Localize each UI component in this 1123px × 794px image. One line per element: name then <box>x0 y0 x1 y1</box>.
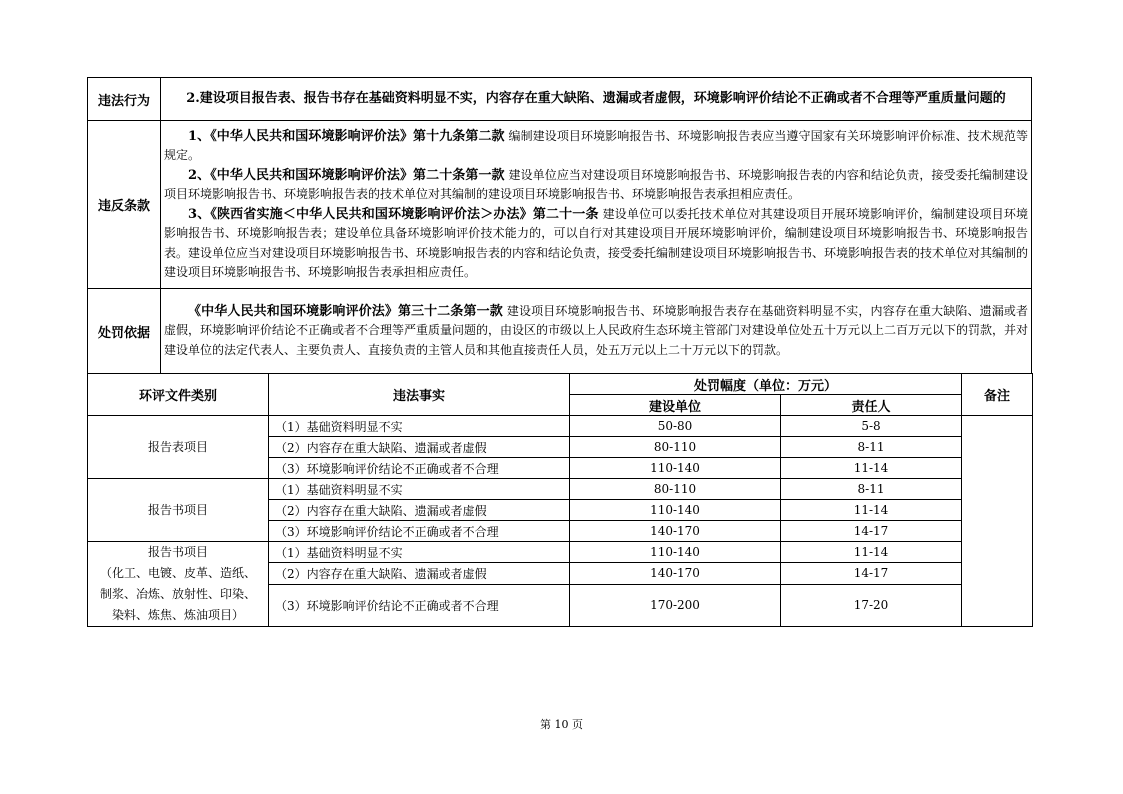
unit-range-cell: 110-140 <box>570 542 781 563</box>
header-facts: 违法事实 <box>269 374 570 416</box>
unit-range-cell: 110-140 <box>570 500 781 521</box>
fact-cell: （3）环境影响评价结论不正确或者不合理 <box>269 458 570 479</box>
person-range-cell: 5-8 <box>781 416 962 437</box>
person-range-cell: 11-14 <box>781 542 962 563</box>
remarks-cell <box>962 416 1033 627</box>
table-row <box>88 542 1033 563</box>
clauses-cell <box>161 121 1032 289</box>
unit-range-cell: 80-110 <box>570 479 781 500</box>
penalty-range-table <box>87 373 1033 627</box>
category-cell: 报告书项目 （化工、电镀、皮革、造纸、 制浆、冶炼、放射性、印染、 染料、炼焦、炼油项目） <box>88 542 269 627</box>
unit-range-cell: 110-140 <box>570 458 781 479</box>
fact-cell: （2）内容存在重大缺陷、遗漏或者虚假 <box>269 563 570 584</box>
violation-info-table <box>87 77 1032 374</box>
person-range-cell: 17-20 <box>781 584 962 627</box>
table-row <box>88 416 1033 437</box>
fact-cell: （1）基础资料明显不实 <box>269 416 570 437</box>
page-number: 第 10 页 <box>540 718 583 731</box>
person-range-cell: 8-11 <box>781 479 962 500</box>
penalty-basis-cell <box>161 289 1032 374</box>
person-range-cell: 14-17 <box>781 563 962 584</box>
violation-text: 2.建设项目报告表、报告书存在基础资料明显不实，内容存在重大缺陷、遗漏或者虚假，环境影响评价结论不正确或者不合理等严重质量问题的 <box>161 78 1032 121</box>
unit-range-cell: 140-170 <box>570 563 781 584</box>
category-cell: 报告书项目 <box>88 479 269 542</box>
header-remarks: 备注 <box>962 374 1033 416</box>
person-range-cell: 11-14 <box>781 458 962 479</box>
fact-cell: （1）基础资料明显不实 <box>269 542 570 563</box>
clause-2: 2、《中华人民共和国环境影响评价法》第二十条第一款 建设单位应当对建设项目环境影响报告书、环境影响报告表的内容和结论负责，接受委托编制建设项目环境影响报告书、环境影响报告表的技术单位对其编制的建设项目环境影响报告书、环境影响报告表承担相应责任。 <box>164 167 1028 201</box>
clause-1: 1、《中华人民共和国环境影响评价法》第十九条第二款 编制建设项目环境影响报告书、环境影响报告表应当遵守国家有关环境影响评价标准、技术规范等规定。 <box>164 128 1028 162</box>
header-category: 环评文件类别 <box>88 374 269 416</box>
fact-cell: （2）内容存在重大缺陷、遗漏或者虚假 <box>269 437 570 458</box>
unit-range-cell: 50-80 <box>570 416 781 437</box>
fact-cell: （3）环境影响评价结论不正确或者不合理 <box>269 521 570 542</box>
clause-3: 3、《陕西省实施＜中华人民共和国环境影响评价法＞办法》第二十一条 建设单位可以委托技术单位对其建设项目开展环境影响评价，编制建设项目环境影响报告书、环境影响报告表；建设单位具备环境影响评价技术能力的，可以自行对其建设项目开展环境影响评价，编制建设项目环境影响报告书、环境影响报告表。建设单位应当对建设项目环境影响报告书、环境影响报告表的内容和结论负责，接受委托编制建设项目环境影响报告书、环境影响报告表的技术单位对其编制的建设项目环境影响报告书、环境影响报告表承担相应责任。 <box>164 206 1029 279</box>
fact-cell: （1）基础资料明显不实 <box>269 479 570 500</box>
header-range: 处罚幅度（单位：万元） <box>570 374 962 395</box>
penalty-basis-label: 处罚依据 <box>88 289 161 374</box>
person-range-cell: 8-11 <box>781 437 962 458</box>
fact-cell: （2）内容存在重大缺陷、遗漏或者虚假 <box>269 500 570 521</box>
penalty-basis: 《中华人民共和国环境影响评价法》第三十二条第一款 建设项目环境影响报告书、环境影响报告表存在基础资料明显不实，内容存在重大缺陷、遗漏或者虚假，环境影响评价结论不正确或者不合理等严重质量问题的，由设区的市级以上人民政府生态环境主管部门对建设单位处五十万元以上二百万元以下的罚款，并对建设单位的法定代表人、主要负责人、直接负责的主管人员和其他直接责任人员，处五万元以上二十万元以下的罚款。 <box>164 303 1029 357</box>
clauses-label: 违反条款 <box>88 121 161 289</box>
category-cell: 报告表项目 <box>88 416 269 479</box>
header-unit: 建设单位 <box>570 395 781 416</box>
unit-range-cell: 140-170 <box>570 521 781 542</box>
fact-cell: （3）环境影响评价结论不正确或者不合理 <box>269 584 570 627</box>
unit-range-cell: 170-200 <box>570 584 781 627</box>
person-range-cell: 11-14 <box>781 500 962 521</box>
table-row <box>88 479 1033 500</box>
violation-label: 违法行为 <box>88 78 161 121</box>
header-person: 责任人 <box>781 395 962 416</box>
unit-range-cell: 80-110 <box>570 437 781 458</box>
person-range-cell: 14-17 <box>781 521 962 542</box>
